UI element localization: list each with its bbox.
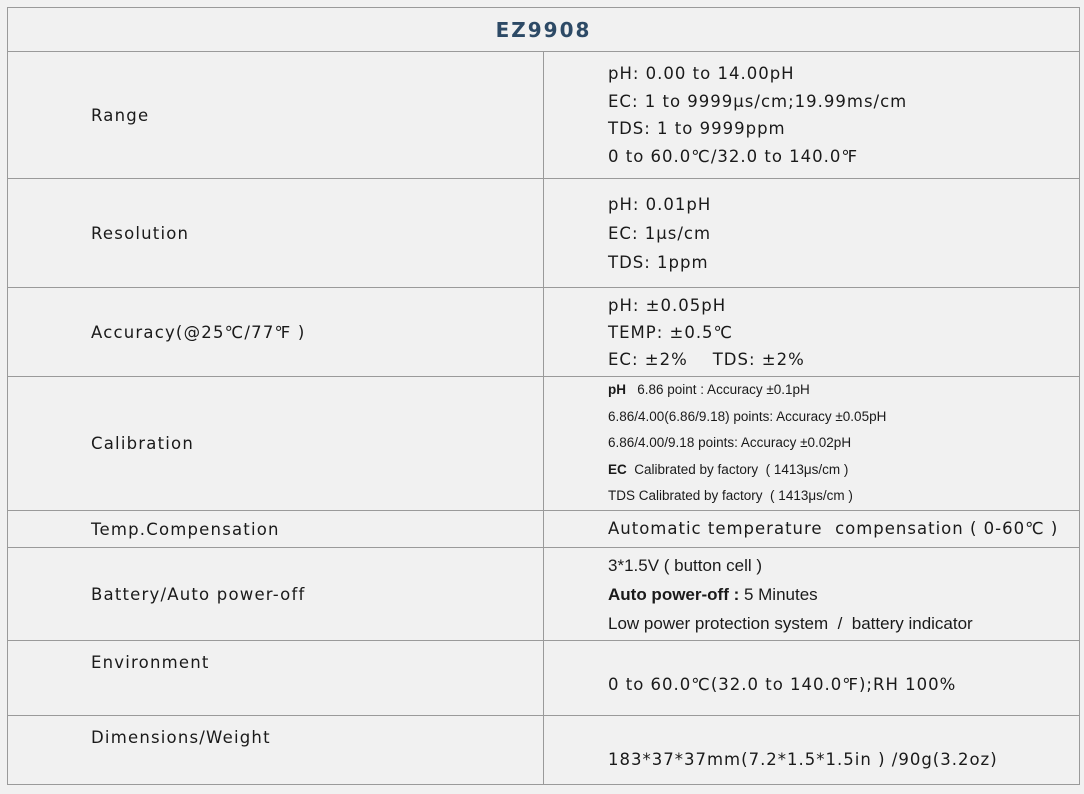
calibration-ec-label: EC	[608, 461, 627, 477]
table-row-resolution	[8, 179, 1080, 288]
table-row-dimensions	[8, 716, 1080, 785]
row-label-calibration: Calibration	[8, 377, 544, 511]
battery-line	[608, 580, 1079, 609]
accuracy-line: pH: ±0.05pH	[608, 295, 727, 315]
calibration-ph-label: pH	[608, 382, 626, 398]
row-label-range: Range	[8, 52, 544, 179]
row-label-accuracy: Accuracy(@25℃/77℉ )	[8, 288, 544, 377]
row-value-range	[544, 52, 1080, 179]
auto-power-off-label: Auto power-off :	[608, 584, 740, 604]
battery-line: 3*1.5V ( button cell )	[608, 555, 763, 575]
row-value-accuracy	[544, 288, 1080, 377]
row-value-battery	[544, 548, 1080, 641]
accuracy-line: TEMP: ±0.5℃	[608, 322, 734, 342]
spec-table	[7, 7, 1080, 785]
auto-power-off-value: 5 Minutes	[739, 584, 818, 604]
range-line: pH: 0.00 to 14.00pH	[608, 64, 795, 83]
calibration-line	[608, 457, 1079, 483]
environment-text: 0 to 60.0℃(32.0 to 140.0℉);RH 100%	[608, 675, 957, 694]
table-row-environment	[8, 641, 1080, 716]
row-label-resolution: Resolution	[8, 179, 544, 288]
row-value-resolution	[544, 179, 1080, 288]
calibration-line: 6.86/4.00/9.18 points: Accuracy ±0.02pH	[608, 435, 852, 451]
calibration-ec-text: Calibrated by factory ( 1413μs/cm )	[626, 461, 849, 477]
row-value-calibration	[544, 377, 1080, 511]
resolution-line: TDS: 1ppm	[608, 252, 709, 272]
resolution-line: EC: 1μs/cm	[608, 223, 712, 243]
table-title-row	[8, 8, 1080, 52]
range-line: EC: 1 to 9999μs/cm;19.99ms/cm	[608, 91, 908, 111]
row-value-temp-compensation	[544, 511, 1080, 548]
table-row-battery	[8, 548, 1080, 641]
temp-compensation-text: Automatic temperature compensation ( 0-60℃ )	[608, 519, 1059, 539]
row-value-environment	[544, 641, 1080, 716]
table-row-range	[8, 52, 1080, 179]
calibration-line	[608, 377, 1079, 403]
calibration-line: 6.86/4.00(6.86/9.18) points: Accuracy ±0.05pH	[608, 408, 887, 424]
table-row-calibration	[8, 377, 1080, 511]
row-value-dimensions	[544, 716, 1080, 785]
table-row-accuracy	[8, 288, 1080, 377]
calibration-line: TDS Calibrated by factory ( 1413μs/cm )	[608, 488, 853, 504]
table-row-temp-compensation	[8, 511, 1080, 548]
row-label-battery: Battery/Auto power-off	[8, 548, 544, 641]
dimensions-text: 183*37*37mm(7.2*1.5*1.5in ) /90g(3.2oz)	[608, 750, 998, 769]
row-label-environment: Environment	[8, 641, 544, 716]
resolution-line: pH: 0.01pH	[608, 194, 712, 214]
range-line: TDS: 1 to 9999ppm	[608, 119, 786, 138]
row-label-dimensions: Dimensions/Weight	[8, 716, 544, 785]
battery-line: Low power protection system / battery indicator	[608, 613, 973, 633]
row-label-temp-compensation: Temp.Compensation	[8, 511, 544, 548]
accuracy-line: EC: ±2% TDS: ±2%	[608, 349, 805, 369]
table-title: EZ9908	[8, 8, 1080, 52]
calibration-ph-text: 6.86 point : Accuracy ±0.1pH	[626, 382, 810, 398]
range-line: 0 to 60.0℃/32.0 to 140.0℉	[608, 146, 859, 166]
